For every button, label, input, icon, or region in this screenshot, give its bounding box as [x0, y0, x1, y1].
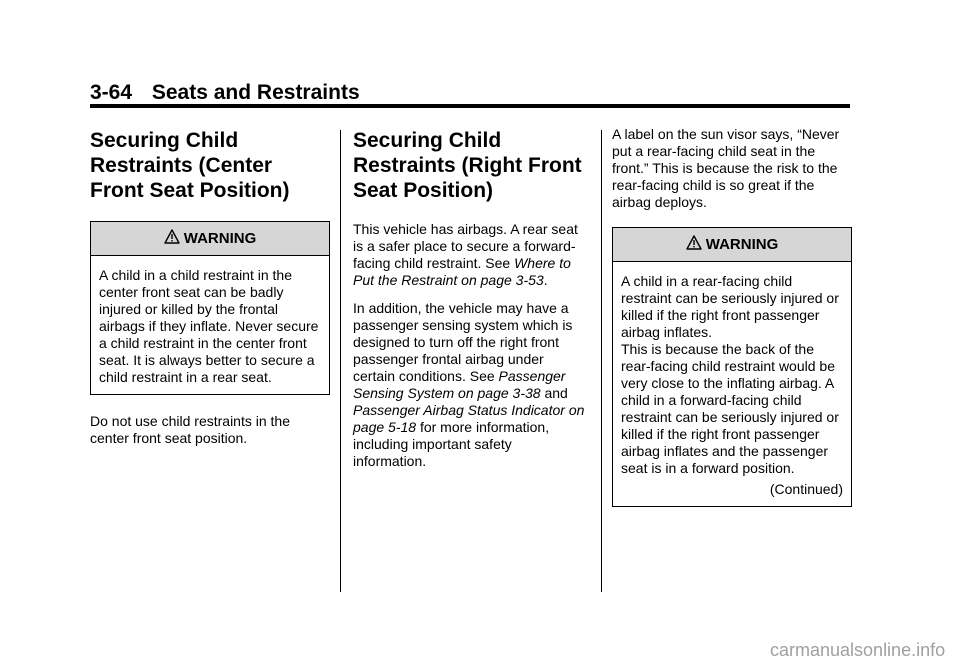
warning-box — [612, 227, 852, 507]
paragraph: Do not use child restraints in the center front seat position. — [90, 413, 290, 446]
paragraph-text: This vehicle has airbags. A rear seat is a safer place to secure a forward-facing child restraint. See — [353, 221, 578, 271]
page-header — [90, 80, 360, 106]
warning-header — [91, 222, 329, 256]
section-title: Seats and Restraints — [151, 81, 360, 104]
paragraph-text: In addition, the vehicle may have a passenger sensing system which is designed to turn off the right front passenger frontal airbag under certain conditions. See — [353, 300, 573, 384]
paragraph: A label on the sun visor says, “Never put a rear-facing child seat in the front.” This is because the risk to the rear-facing child is so great if the airbag deploys. — [612, 126, 840, 210]
warning-text: This is because the back of the rear-facing child restraint would be very close to the inflating airbag. A child in a forward-facing child restraint can be seriously injured or killed if the right front passenger airbag inflates and the passenger seat is in a forward position. — [621, 341, 839, 476]
column-divider — [340, 130, 341, 592]
page-number: 3-64 — [90, 81, 133, 104]
warning-text: A child in a child restraint in the center front seat can be badly injured or killed by the frontal airbags if they inflate. Never secure a child restraint in the center front seat. It is always better to secure a child restraint in a rear seat. — [99, 267, 319, 385]
warning-label: WARNING — [705, 236, 779, 253]
paragraph-text: and — [540, 385, 568, 401]
watermark: carmanualsonline.info — [770, 640, 946, 660]
column-1 — [90, 128, 330, 458]
header-rule — [90, 104, 850, 108]
paragraph-text: . — [543, 272, 548, 288]
heading-center-front: Securing Child Restraints (Center Front Seat Position) — [90, 129, 290, 202]
warning-text: A child in a rear-facing child restraint can be seriously injured or killed if the right front passenger airbag inflates. — [621, 273, 839, 340]
column-3 — [612, 126, 852, 525]
warning-header — [613, 228, 851, 262]
warning-label: WARNING — [183, 230, 257, 247]
cross-reference-link[interactable]: Passenger Airbag Status Indicator on page 5-18 — [353, 402, 585, 435]
cross-reference-link[interactable]: Passenger Sensing System on page 3-38 — [353, 368, 566, 401]
paragraph-text: for more information, including important safety information. — [353, 419, 550, 469]
warning-body — [613, 262, 851, 506]
column-divider — [601, 130, 602, 592]
column-2 — [353, 128, 587, 481]
continued-label: (Continued) — [769, 481, 843, 497]
warning-triangle-icon — [164, 229, 180, 248]
paragraph — [353, 300, 587, 470]
warning-triangle-icon — [686, 235, 702, 254]
heading-right-front: Securing Child Restraints (Right Front Seat Position) — [353, 129, 582, 202]
paragraph — [353, 221, 587, 289]
cross-reference-link[interactable]: Where to Put the Restraint on page 3-53 — [353, 255, 571, 288]
warning-box — [90, 221, 330, 395]
